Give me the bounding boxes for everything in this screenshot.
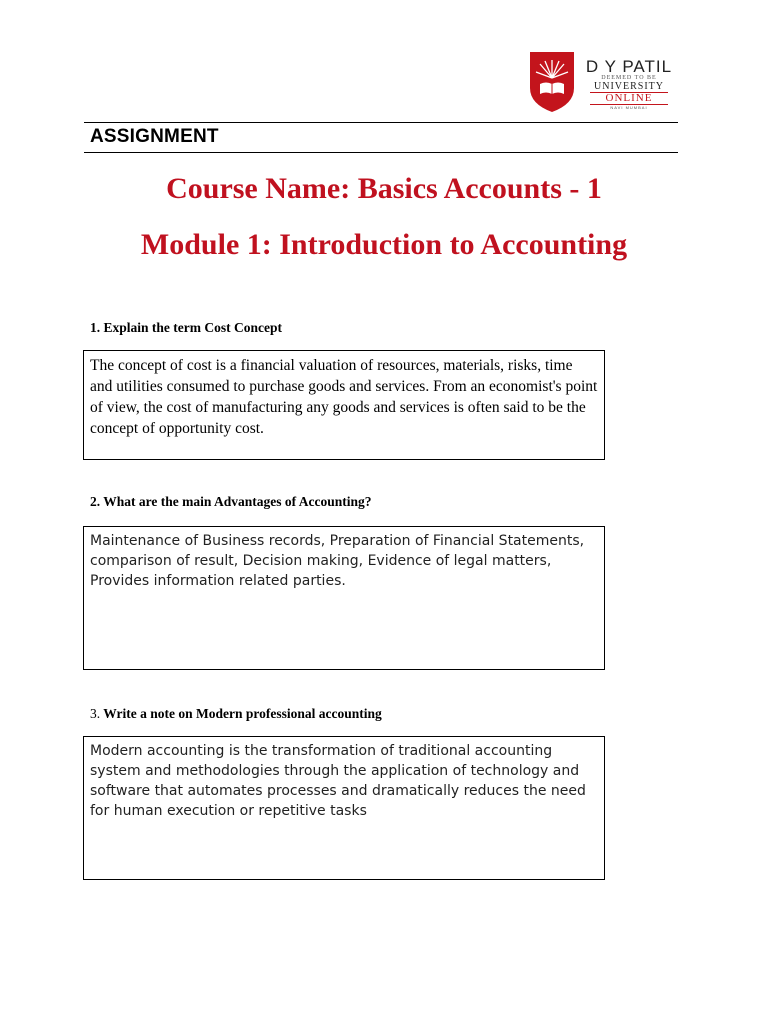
bottom-rule [84, 152, 678, 153]
logo-tagline: DEEMED TO BE [601, 75, 657, 81]
question-3 [90, 706, 382, 722]
answer-text: Modern accounting is the transformation of traditional accounting system and methodologies through the application of technology and software that automates processes and dramatically reduces the need for human execution or repetitive tasks [90, 743, 586, 819]
logo-name: D Y PATIL [585, 57, 673, 76]
answer-box-2 [83, 526, 605, 670]
question-number: 2. [90, 494, 101, 509]
answer-box-1 [83, 350, 605, 460]
answer-text: The concept of cost is a financial valuation of resources, materials, risks, time and utilities consumed to purchase goods and services. From an economist's point of view, the cost of manufacturing any goods and services is often said to be the concept of opportunity cost. [90, 357, 598, 437]
shield-crest-icon [526, 50, 578, 114]
question-number: 3. [90, 706, 101, 721]
question-text: Explain the term Cost Concept [103, 320, 282, 335]
question-2 [90, 494, 372, 510]
course-name-title: Course Name: Basics Accounts - 1 [166, 172, 602, 205]
answer-text: Maintenance of Business records, Preparation of Financial Statements, comparison of result, Decision making, Evidence of legal matters, Provides information related parties. [90, 533, 585, 589]
question-number: 1. [90, 320, 101, 335]
logo-wordmark [582, 58, 676, 111]
logo-line2: ONLINE [590, 92, 668, 105]
logo-line3: NAVI MUMBAI [610, 105, 648, 110]
top-rule [84, 122, 678, 123]
question-1 [90, 320, 282, 336]
university-logo [526, 50, 676, 120]
question-text: Write a note on Modern professional accounting [103, 706, 382, 721]
assignment-heading: ASSIGNMENT [90, 126, 219, 147]
logo-line1: UNIVERSITY [594, 81, 664, 92]
answer-box-3 [83, 736, 605, 880]
question-text: What are the main Advantages of Accounting? [103, 494, 372, 509]
module-title: Module 1: Introduction to Accounting [140, 228, 628, 261]
